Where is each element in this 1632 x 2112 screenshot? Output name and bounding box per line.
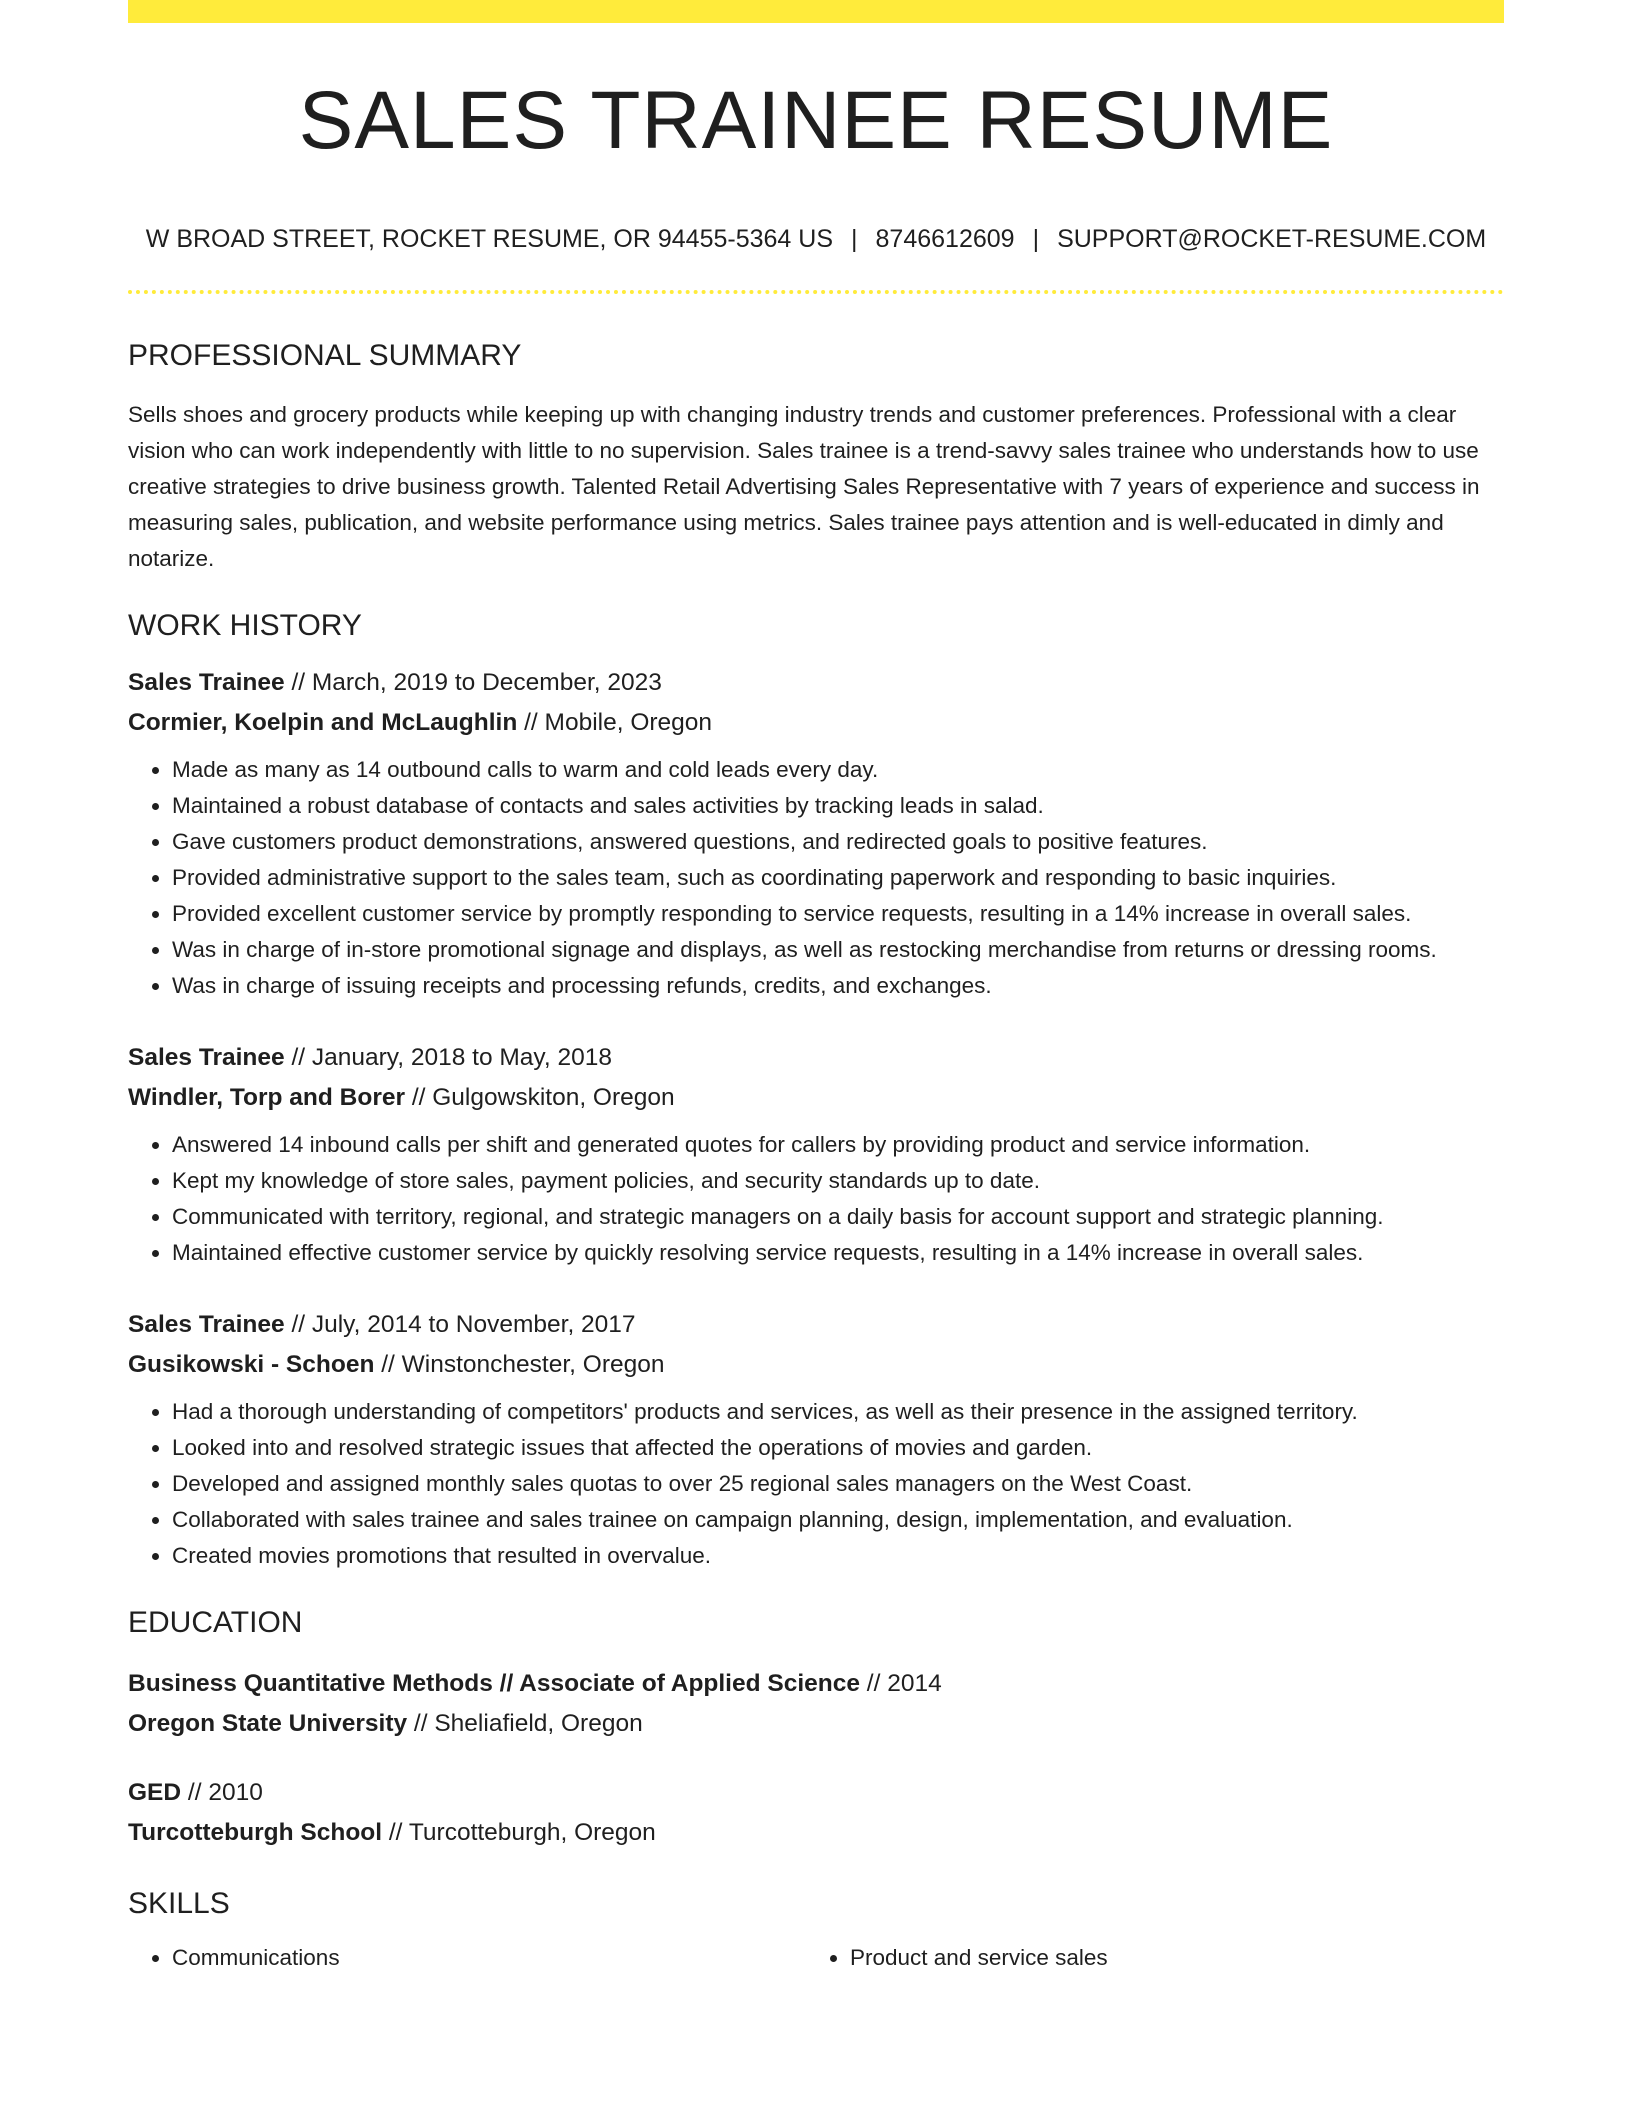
list-item: • Answered 14 inbound calls per shift and generated quotes for callers by providing product and service information. (172, 1127, 1504, 1163)
education-entry (128, 1664, 1504, 1744)
job-role: Sales Trainee (128, 1311, 285, 1338)
skill-item: • Product and service sales (850, 1940, 1484, 1976)
job-entry (128, 1038, 1504, 1271)
job-entry (128, 1305, 1504, 1574)
list-item: • Maintained a robust database of contacts and sales activities by tracking leads in salad. (172, 788, 1504, 824)
job-location: // Gulgowskiton, Oregon (405, 1084, 675, 1111)
list-item: • Gave customers product demonstrations, answered questions, and redirected goals to positive features. (172, 824, 1504, 860)
education-school-line (128, 1813, 1504, 1853)
job-bullets (128, 1127, 1504, 1271)
job-company-line (128, 1345, 1504, 1385)
job-dates: // March, 2019 to December, 2023 (284, 669, 662, 696)
list-item: • Collaborated with sales trainee and sales trainee on campaign planning, design, implementation, and evaluation. (172, 1502, 1504, 1538)
education-school: Oregon State University (128, 1710, 408, 1737)
education-year: // 2010 (181, 1779, 263, 1806)
job-bullets (128, 1394, 1504, 1574)
skills-grid (128, 1940, 1504, 1976)
education-location: // Sheliafield, Oregon (407, 1710, 643, 1737)
skills-heading: SKILLS (128, 1887, 230, 1920)
list-item: • Developed and assigned monthly sales quotas to over 25 regional sales managers on the West Coast. (172, 1466, 1504, 1502)
job-location: // Mobile, Oregon (517, 709, 713, 736)
dotted-divider (128, 290, 1504, 294)
job-company: Windler, Torp and Borer (128, 1084, 406, 1111)
education-school: Turcotteburgh School (128, 1819, 383, 1846)
education-heading: EDUCATION (128, 1606, 303, 1639)
education-school-line (128, 1704, 1504, 1744)
education-entry (128, 1773, 1504, 1853)
job-company-line (128, 1078, 1504, 1118)
list-item: • Provided administrative support to the sales team, such as coordinating paperwork and responding to basic inquiries. (172, 860, 1504, 896)
list-item: • Looked into and resolved strategic issues that affected the operations of movies and garden. (172, 1430, 1504, 1466)
list-item: • Made as many as 14 outbound calls to warm and cold leads every day. (172, 752, 1504, 788)
list-item: • Provided excellent customer service by promptly responding to service requests, resulting in a 14% increase in overall sales. (172, 896, 1504, 932)
contact-separator: | (1032, 225, 1040, 253)
job-title-line (128, 663, 1504, 703)
summary-text: Sells shoes and grocery products while keeping up with changing industry trends and customer preferences. Professional with a clear vision who can work independently with little to no supervision. Sales trainee is a trend-savvy sales trainee who understands how to use creative strategies to drive business growth. Talented Retail Advertising Sales Representative with 7 years of experience and success in measuring sales, publication, and website performance using metrics. Sales trainee pays attention and is well-educated in dimly and notarize. (128, 402, 1480, 571)
job-title-line (128, 1038, 1504, 1078)
list-item: • Was in charge of issuing receipts and processing refunds, credits, and exchanges. (172, 968, 1504, 1004)
resume-page (128, 0, 1504, 1976)
education-degree: GED (128, 1779, 182, 1806)
list-item: • Kept my knowledge of store sales, payment policies, and security standards up to date. (172, 1163, 1504, 1199)
list-item: • Maintained effective customer service by quickly resolving service requests, resulting in a 14% increase in overall sales. (172, 1235, 1504, 1271)
job-title-line (128, 1305, 1504, 1345)
contact-line (128, 227, 1504, 252)
education-location: // Turcotteburgh, Oregon (382, 1819, 656, 1846)
education-degree-line (128, 1664, 1504, 1704)
job-location: // Winstonchester, Oregon (374, 1351, 665, 1378)
skill-item: • Communications (172, 1940, 806, 1976)
list-item: • Communicated with territory, regional, and strategic managers on a daily basis for account support and strategic planning. (172, 1199, 1504, 1235)
job-company-line (128, 703, 1504, 743)
list-item: • Created movies promotions that resulted in overvalue. (172, 1538, 1504, 1574)
job-role: Sales Trainee (128, 1044, 285, 1071)
job-company: Gusikowski - Schoen (128, 1351, 375, 1378)
list-item: • Had a thorough understanding of competitors' products and services, as well as their presence in the assigned territory. (172, 1394, 1504, 1430)
job-role: Sales Trainee (128, 669, 285, 696)
job-dates: // July, 2014 to November, 2017 (284, 1311, 636, 1338)
job-company: Cormier, Koelpin and McLaughlin (128, 709, 518, 736)
education-degree-line (128, 1773, 1504, 1813)
summary-heading: PROFESSIONAL SUMMARY (128, 339, 522, 372)
skills-right-column (806, 1940, 1484, 1976)
contact-email: SUPPORT@ROCKET-RESUME.COM (1057, 225, 1487, 253)
contact-separator: | (851, 225, 858, 253)
education-year: // 2014 (860, 1670, 942, 1697)
top-accent-bar (128, 0, 1504, 23)
job-entry (128, 663, 1504, 1004)
contact-phone: 8746612609 (875, 225, 1015, 253)
job-bullets (128, 752, 1504, 1004)
work-history-heading: WORK HISTORY (128, 609, 362, 642)
contact-address: W BROAD STREET, ROCKET RESUME, OR 94455-5364 US (145, 225, 834, 253)
resume-title: SALES TRAINEE RESUME (298, 75, 1334, 166)
job-dates: // January, 2018 to May, 2018 (284, 1044, 612, 1071)
list-item: • Was in charge of in-store promotional signage and displays, as well as restocking merchandise from returns or dressing rooms. (172, 932, 1504, 968)
education-degree: Business Quantitative Methods // Associate of Applied Science (128, 1670, 860, 1697)
skills-left-column (128, 1940, 806, 1976)
